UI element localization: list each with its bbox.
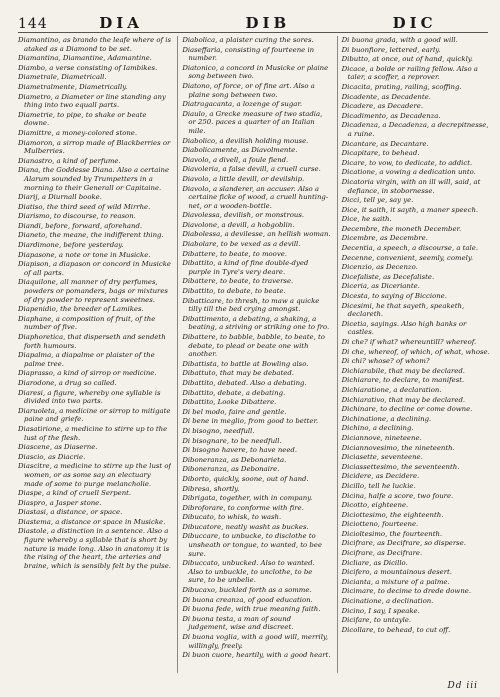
dictionary-entry: Dibattito, debate, a debating. — [182, 388, 286, 397]
dictionary-entry: Di chi? whose? of whom? — [341, 357, 430, 366]
dictionary-entry: Diascene, as Diaserne. — [18, 443, 98, 452]
dictionary-entry: Diapison, a diapason or concord in Musicke of all parts. — [18, 260, 171, 277]
dictionary-entry: Dibuccato, unbucked. Also to wanted. Also to unbuckle, to unclothe, to be sure, to be unbelie. — [182, 559, 315, 585]
dictionary-entry: Dicembre, as Decembre. — [341, 234, 428, 243]
dictionary-entry: Diametrie, to pipe, to shake or beate downe. — [18, 110, 147, 128]
dictionary-entry: Dichinare, to decline or come downe. — [341, 405, 473, 414]
dictionary-entry: Di che, whereof, of which, of what, whose. — [341, 347, 490, 356]
dictionary-entry: Dibuccare, to unbucke, to disclothe to unsheath or tongue, to wanted, to bee sure. — [182, 532, 322, 558]
dictionary-entry: Diapalma, a diapalme or plaister of the palme tree. — [18, 351, 155, 368]
dictionary-entry: Dicenzio, as Decenzo. — [341, 263, 418, 272]
dictionary-entry: Diceria, as Diceriante. — [341, 282, 420, 291]
column-right — [337, 36, 490, 673]
dictionary-entry: Diametro, a Diameter or line standing any thing into two equall parts. — [18, 92, 166, 110]
dictionary-entry: Diastole, a distinction in a sentence. Also a figure whereby a syllable that is short by nature is made long. Also in anatomy it is the rising of the heart, the arteries and braine, which is sensibly felt by the pulse. — [18, 527, 171, 570]
dictionary-entry: Dicatione, a vowing a dedication unto. — [341, 168, 476, 177]
dictionary-entry: Diarodone, a drug so called. — [18, 378, 117, 387]
dictionary-entry: Diciannovesimo, the nineteenth. — [341, 443, 455, 452]
dictionary-entry: Dibutto, at once, out of hand, quickly. — [341, 55, 473, 64]
dictionary-entry: Dicefaliste, as Decefaliste. — [341, 272, 435, 281]
dictionary-entry: Dicifrare, as Decifrare, so disperse. — [341, 539, 466, 548]
dictionary-entry: Di bisogno, needfull. — [182, 426, 255, 435]
dictionary-entry: Dibattito, debated. Also a debating. — [182, 378, 307, 387]
running-head-middle: DIB — [245, 14, 291, 32]
dictionary-entry: Dichiarabile, that may be declared. — [341, 366, 465, 375]
dictionary-entry: Diascio, as Diacrie. — [18, 452, 86, 461]
dictionary-entry: Diavolessa, devilish, or monstrous. — [182, 211, 305, 220]
dictionary-entry: Dichinatione, a declining. — [341, 414, 432, 423]
dictionary-entry: Diaphoretica, that disperseth and sendeth forth humours. — [18, 333, 166, 350]
dictionary-entry: Dicatoria virgin, with an ill will, said, at defiance, in stobornesse. — [341, 177, 481, 195]
dictionary-entry: Dicina, halfe a score, two foure. — [341, 491, 454, 500]
dictionary-entry: Dibucatore, neatly washt as buckes. — [182, 522, 309, 531]
dictionary-entry: Dicioltesimo, the fourteenth. — [341, 529, 443, 538]
dictionary-entry: Dichiarare, to declare, to manifest. — [341, 376, 465, 385]
dictionary-entry: Di buona testa, a man of sound judgement, wise and discreet. — [182, 614, 294, 632]
dictionary-entry: Diavolo, a divell, a foule fiend. — [182, 155, 289, 164]
dictionary-entry: Diabolicamente, as Diavolmente. — [182, 146, 298, 155]
dictionary-entry: Dicci, tell ye, say ye. — [341, 196, 414, 205]
dictionary-entry: Dibatticare, to thresh, to maw a quicke tilly till the bed crying amongst. — [182, 296, 320, 314]
dictionary-entry: Diabolica, a plaister curing the sores. — [182, 36, 314, 44]
dictionary-entry: Dicifare, to untayle. — [341, 616, 412, 625]
dictionary-entry: Dicillo, tell he luckie. — [341, 481, 416, 490]
dictionary-entry: Di buon cuore, heartily, with a good heart. — [182, 651, 331, 660]
dictionary-entry: Dicadenza, a Decadenza, a decrepitnesse, a ruine. — [341, 121, 489, 138]
dictionary-entry: Di buona voglia, with a good will, merrily, willingly, freely. — [182, 633, 329, 650]
dictionary-entry: Diciannove, nineteene. — [341, 433, 422, 442]
dictionary-entry: Diaquilone, all manner of dry perfumes, powders or pomanders, bags or mixtures of dry powder to represent sweetnes. — [18, 278, 168, 304]
dictionary-entry: Dichiaratione, a declaration. — [341, 385, 442, 394]
dictionary-entry: Diabolessa, a devilesse, an hellish woman. — [182, 230, 331, 239]
dictionary-entry: Diavolo, a little devill, or devilship. — [182, 174, 305, 183]
dictionary-entry: Dibrigata, together, with in company. — [182, 494, 313, 503]
dictionary-entry: Diaprasso, a kind of sirrop or medicine. — [18, 369, 157, 378]
dictionary-entry: Decenne, convenient, seemly, comely. — [341, 253, 474, 262]
dictionary-entry: Di bel modo, faire and gentle. — [182, 407, 287, 416]
dictionary-entry: Diavoleria, a false devill, a cruell curse. — [182, 165, 321, 174]
dictionary-entry: Di buonfiore, lettered, early. — [341, 45, 441, 54]
dictionary-entry: Dicotto, eighteene. — [341, 501, 409, 510]
dictionary-entry: Diana, the Goddesse Diana. Also a certaine Alarum sounded by Trumpetters in a morning to their Generall or Capitaine. — [18, 166, 170, 192]
dictionary-entry: Dicacita, prating, railing, scoffing. — [341, 82, 462, 91]
dictionary-entry: Dicliare, as Dicillo. — [341, 558, 408, 567]
dictionary-entry: Dianastro, a kind of perfume. — [18, 156, 121, 165]
dictionary-entry: Diaresi, a figure, whereby one syllable is divided into two parts. — [18, 388, 161, 406]
dictionary-entry: Diarij, a Diurnall booke. — [18, 193, 102, 202]
dictionary-entry: Diascitre, a medicine to stirre up the lust of women, or as some say an electuary made of some to purge melancholie. — [18, 462, 172, 488]
dictionary-entry: Diciottesimo, the eighteenth. — [341, 510, 444, 519]
dictionary-entry: Dicetia, sayings. Also high banks or castles. — [341, 319, 467, 337]
dictionary-entry: Diamantina, Diamantine, Adamantine. — [18, 54, 152, 63]
dictionary-entry: Dibresa, shortly. — [182, 484, 240, 493]
dictionary-entry: Dibattere, to beate, to moove. — [182, 249, 287, 258]
dictionary-entry: Dibucaxo, buckled forth as a somme. — [182, 586, 312, 595]
dictionary-entry: Dicinatione, a declination. — [341, 597, 434, 606]
dictionary-entry: Dicadente, as Decadente. — [341, 92, 431, 101]
dictionary-entry: Diatonico, a concord in Musicke or plaine song between two. — [182, 63, 329, 81]
dictionary-entry: Dice, it saith, it sayth, a maner speech. — [341, 205, 479, 214]
dictionary-entry: Dicino, I say, I speake. — [341, 606, 420, 615]
running-head-right: DIC — [392, 14, 437, 32]
column-middle — [177, 36, 330, 673]
dictionary-entry: Dibattito, Looke Dibattere. — [182, 398, 277, 407]
dictionary-entry: Dibattito, a kind of fine double-dyed purple in Tyre's very deare. — [182, 259, 309, 276]
dictionary-entry: Diatiso, the third seed of wild Mirrhe. — [18, 202, 151, 211]
dictionary-entry: Diametralmente, Diametrically. — [18, 82, 128, 91]
dictionary-entry: Diaseffaria, consisting of fourteene in number. — [182, 45, 315, 63]
dictionary-entry: Diamoron, a sirrop made of Blackberries or Mulberries. — [18, 138, 171, 156]
running-head-left: DIA — [99, 14, 143, 32]
dictionary-entry: Diardimone, before yesterday. — [18, 241, 124, 250]
dictionary-entry: Diciotteno, fourteene. — [341, 520, 419, 529]
page-header — [18, 10, 488, 33]
dictionary-entry: Diaulo, a Grecke measure of two stadia, or 250. paces a quarter of an Italian mile. — [182, 109, 323, 135]
dictionary-entry: Di buona creanza, of good education. — [182, 595, 313, 604]
dictionary-entry: Diaruoleta, a medicine or sirrop to mitigate paine and griefe. — [18, 406, 171, 424]
signature-mark: Dd iii — [447, 681, 478, 691]
dictionary-entry: Dibattere, to beate, to traverse. — [182, 277, 294, 286]
dictionary-entry: Diarismo, to discourse, to reason. — [18, 212, 136, 221]
dictionary-entry: Dicadere, as Decadere. — [341, 102, 424, 111]
dictionary-entry: Dibroforare, to conforme with fire. — [182, 503, 304, 512]
dictionary-entry: Diavolone, a devill, a hobgoblin. — [182, 220, 295, 229]
dictionary-entry: Di che? if what? whereuntill? whereof. — [341, 338, 477, 346]
page-number: 144 — [18, 16, 48, 32]
dictionary-entry: Diatragacanta, a lozenge of sugar. — [182, 100, 303, 109]
dictionary-entry: Di bisogno havere, to have need. — [182, 446, 298, 455]
dictionary-entry: Dibattere, to babble, babble, to beate, to debate, to plead or beate one with another. — [182, 333, 325, 359]
dictionary-entry: Dicare, to vow, to dedicate, to addict. — [341, 158, 473, 167]
dictionary-entry: Diambo, a verse consisting of Iambikes. — [18, 63, 158, 72]
dictionary-entry: Diabolare, to be vexed as a devill. — [182, 240, 301, 249]
dictionary-entry: Dibattuto, that may be debated. — [182, 369, 294, 378]
dictionary-entry: Diametrale, Diametricall. — [18, 73, 107, 82]
dictionary-entry: Diatono, of force, or of fine art. Also a plaine song between two. — [182, 81, 315, 99]
dictionary-entry: Di buona grada, with a good will. — [341, 36, 458, 44]
dictionary-entry: Diaspro, a Jasper stone. — [18, 498, 102, 507]
dictionary-entry: Dicace, a bolde or railing fellow. Also a taler, a scoffer, a reprover. — [341, 64, 478, 82]
dictionary-entry: Dibattito, to debate, to beate. — [182, 287, 286, 296]
dictionary-entry: Dicesimi, he that sayeth, speaketh, declareth. — [341, 301, 465, 319]
dictionary-entry: Dicidere, as Decidere. — [341, 472, 420, 481]
dictionary-entry: Di bisognare, to be needfull. — [182, 436, 282, 445]
dictionary-entry: Decembre, the moneth December. — [341, 224, 462, 233]
dictionary-entry: Dicantare, as Decantare. — [341, 139, 429, 148]
dictionary-entry: Diamittre, a money-colored stone. — [18, 128, 138, 137]
dictionary-entry: Dice, he saith. — [341, 215, 392, 224]
dictionary-entry: Dicianta, a mixture of a palme. — [341, 577, 450, 586]
dictionary-entry: Diboneranza, as Debonarieta. — [182, 455, 287, 464]
dictionary-entry: Diboneranza, as Debonaire. — [182, 465, 280, 474]
dictionary-entry: Decentia, a speech, a discourse, a tale. — [341, 244, 479, 253]
dictionary-entry: Dibattista, to battle at Bowling also. — [182, 359, 309, 368]
dictionary-entry: Dianeto, the meane, the indifferent thing. — [18, 231, 164, 240]
dictionary-entry: Diaphane, a composition of fruit, of the number of five. — [18, 314, 156, 332]
dictionary-entry: Diapasone, a note or tone in Musicke. — [18, 250, 151, 259]
dictionary-entry: Dichino, a declining. — [341, 424, 414, 433]
dictionary-entry: Diapenidio, the breeder of Lamikes. — [18, 305, 144, 314]
dictionary-entry: Diciasette, seventeene. — [341, 453, 423, 462]
dictionary-entry: Dicollare, to behead, to cut off. — [341, 625, 451, 634]
dictionary-entry: Diavolo, a slanderer, an accuser. Also a certaine ficke of wood, a cruell hunting-net, or a wooden-bottle. — [182, 184, 329, 210]
dictionary-entry: Diastasi, a distance, or space. — [18, 508, 123, 517]
dictionary-entry: Dicadimento, as Decadenza. — [341, 111, 441, 120]
dictionary-entry: Dibucato, to whisk, to wash. — [182, 513, 282, 522]
dictionary-entry: Diastema, a distance or space in Musicke. — [18, 517, 166, 526]
dictionary-entry: Diamantino, as brando the leafe where of is ataked as a Diamond to be set. — [18, 36, 171, 53]
dictionary-entry: Dichiarativo, that may be declared. — [341, 395, 466, 404]
dictionary-entry: Diciassettesimo, the seventeenth. — [341, 462, 460, 471]
column-left — [18, 36, 171, 673]
dictionary-entry: Diabolico, a devilish holding mouse. — [182, 136, 309, 145]
dictionary-entry: Di bene in meglio, from good to better. — [182, 417, 319, 426]
dictionary-entry: Di buona fede, with true meaning faith. — [182, 605, 321, 614]
dictionary-columns — [18, 36, 490, 673]
dictionary-entry: Dicifrare, as Decifrare. — [341, 549, 423, 558]
dictionary-entry: Diandi, before, forward, aforehand. — [18, 221, 143, 230]
dictionary-entry: Dicifero, a mountainous desert. — [341, 568, 452, 577]
dictionary-entry: Dicimare, to decime to drede downe. — [341, 587, 472, 596]
dictionary-entry: Dicesta, to saying of Biccione. — [341, 292, 447, 301]
dictionary-entry: Diborto, quickly, soone, out of hand. — [182, 474, 309, 483]
dictionary-entry: Dibattimento, a debating, a shaking, a beating, a striving or striking one to fro. — [182, 314, 330, 332]
dictionary-entry: Dicapitare, to behead. — [341, 149, 420, 158]
dictionary-entry: Diaspe, a kind of cruell Serpent. — [18, 489, 132, 498]
dictionary-entry: Diasatirione, a medicine to stirre up to the lust of the flesh. — [18, 424, 168, 442]
